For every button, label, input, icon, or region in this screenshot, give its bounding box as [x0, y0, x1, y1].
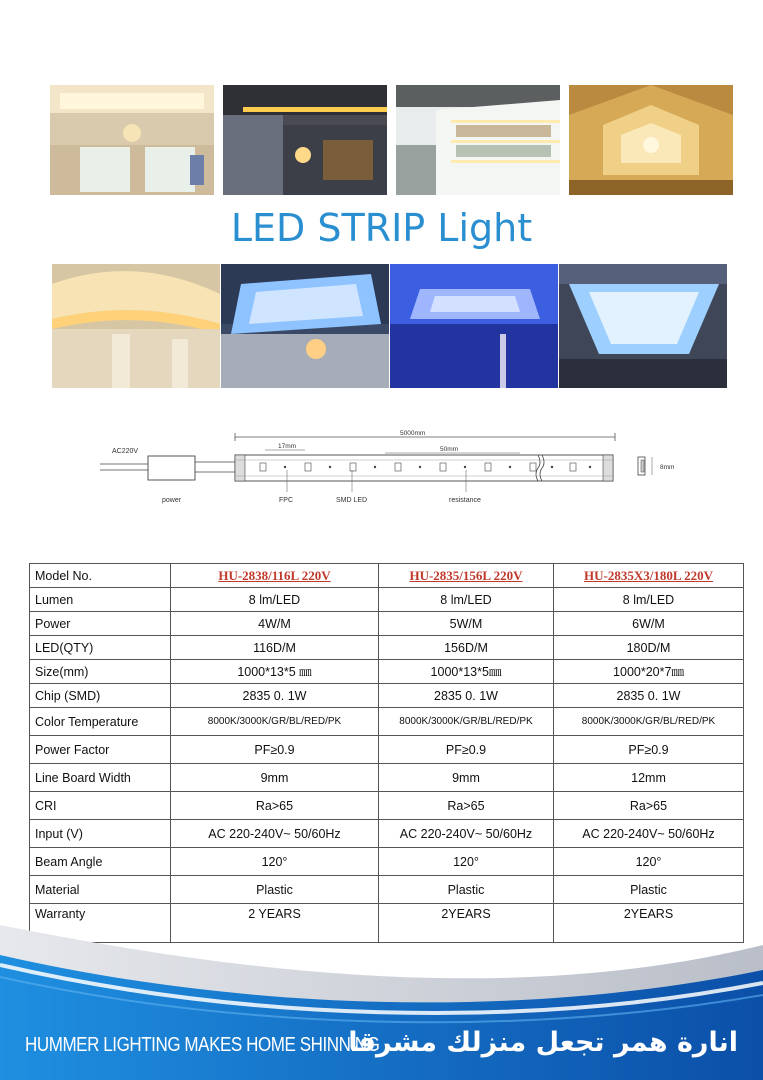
table-row — [30, 684, 744, 708]
cell-value: 180D/M — [554, 636, 744, 660]
table-row — [30, 660, 744, 684]
cell-value: Ra>65 — [379, 792, 554, 820]
row-label: Size(mm) — [30, 660, 171, 684]
row-label: Chip (SMD) — [30, 684, 171, 708]
cell-value: 120° — [379, 848, 554, 876]
table-header-row — [30, 564, 744, 588]
curved-ceiling-photo — [52, 264, 220, 388]
cell-value: 4W/M — [171, 612, 379, 636]
blue-cove-ceiling-photo — [221, 264, 389, 388]
page-title: LED STRIP Light — [230, 206, 533, 250]
fpc-label: FPC — [279, 497, 293, 504]
row-label: Line Board Width — [30, 764, 171, 792]
cell-value: 8 lm/LED — [554, 588, 744, 612]
power-label: power — [162, 497, 182, 504]
row-label: Color Temperature — [30, 708, 171, 736]
model-header: Model No. — [30, 564, 171, 588]
resistance-label: resistance — [449, 497, 481, 504]
cell-value: 6W/M — [554, 612, 744, 636]
row-label: Input (V) — [30, 820, 171, 848]
cell-value: 2835 0. 1W — [171, 684, 379, 708]
cell-value: 116D/M — [171, 636, 379, 660]
cell-value: AC 220-240V~ 50/60Hz — [379, 820, 554, 848]
cell-value: Ra>65 — [554, 792, 744, 820]
slogan-english: HUMMER LIGHTING MAKES HOME SHINNING — [25, 1034, 380, 1056]
cell-value: Plastic — [171, 876, 379, 904]
ac-label: AC220V — [112, 448, 139, 455]
cell-value: Plastic — [379, 876, 554, 904]
model-name: HU-2838/116L 220V — [218, 567, 331, 583]
height-label: 8mm — [660, 464, 675, 471]
table-row — [30, 820, 744, 848]
table-row — [30, 876, 744, 904]
segment-17-label: 17mm — [278, 443, 297, 450]
row-label: CRI — [30, 792, 171, 820]
length-label: 5000mm — [400, 430, 426, 437]
table-row — [30, 612, 744, 636]
table-row — [30, 708, 744, 736]
cell-value: 8000K/3000K/GR/BL/RED/PK — [379, 708, 554, 736]
cell-value: Plastic — [554, 876, 744, 904]
row-label: Material — [30, 876, 171, 904]
row-label: LED(QTY) — [30, 636, 171, 660]
segment-50-label: 50mm — [440, 446, 459, 453]
cell-value: PF≥0.9 — [554, 736, 744, 764]
cell-value: PF≥0.9 — [379, 736, 554, 764]
cell-value: 1000*13*5㎜ — [379, 660, 554, 684]
cell-value: 9mm — [171, 764, 379, 792]
cell-value: AC 220-240V~ 50/60Hz — [171, 820, 379, 848]
slogan-arabic: انارة همر تجعل منزلك مشرقا — [348, 1027, 738, 1058]
row-label: Lumen — [30, 588, 171, 612]
cell-value: 2YEARS — [554, 904, 744, 943]
blue-room-ceiling-photo — [390, 264, 558, 388]
cell-value: 2YEARS — [379, 904, 554, 943]
table-row — [30, 588, 744, 612]
cell-value: 120° — [554, 848, 744, 876]
cell-value: 1000*13*5 ㎜ — [171, 660, 379, 684]
cell-value: 2 YEARS — [171, 904, 379, 943]
table-row — [30, 848, 744, 876]
table-row — [30, 792, 744, 820]
cell-value: 8000K/3000K/GR/BL/RED/PK — [554, 708, 744, 736]
table-row — [30, 736, 744, 764]
row-label: Beam Angle — [30, 848, 171, 876]
bedroom-cove-photo — [223, 85, 387, 195]
cell-value: 8 lm/LED — [379, 588, 554, 612]
strip-diagram — [100, 420, 680, 520]
row-label: Power Factor — [30, 736, 171, 764]
row-label: Power — [30, 612, 171, 636]
cell-value: 12mm — [554, 764, 744, 792]
cell-value: PF≥0.9 — [171, 736, 379, 764]
model-name: HU-2835/156L 220V — [409, 567, 523, 583]
cell-value: AC 220-240V~ 50/60Hz — [554, 820, 744, 848]
atrium-ceiling-photo — [569, 85, 733, 195]
cell-value: Ra>65 — [171, 792, 379, 820]
bookshelf-strip-photo — [396, 85, 560, 195]
table-row — [30, 636, 744, 660]
row-label: Warranty — [30, 904, 171, 943]
table-row — [30, 764, 744, 792]
blue-recessed-ceiling-photo — [559, 264, 727, 388]
cell-value: 9mm — [379, 764, 554, 792]
cell-value: 8000K/3000K/GR/BL/RED/PK — [171, 708, 379, 736]
cell-value: 1000*20*7㎜ — [554, 660, 744, 684]
cell-value: 120° — [171, 848, 379, 876]
model-name: HU-2835X3/180L 220V — [584, 567, 713, 583]
cell-value: 156D/M — [379, 636, 554, 660]
cell-value: 2835 0. 1W — [379, 684, 554, 708]
living-room-ceiling-photo — [50, 85, 214, 195]
smd-led-label: SMD LED — [336, 497, 368, 504]
cell-value: 5W/M — [379, 612, 554, 636]
cell-value: 2835 0. 1W — [554, 684, 744, 708]
spec-table — [29, 563, 744, 943]
cell-value: 8 lm/LED — [171, 588, 379, 612]
